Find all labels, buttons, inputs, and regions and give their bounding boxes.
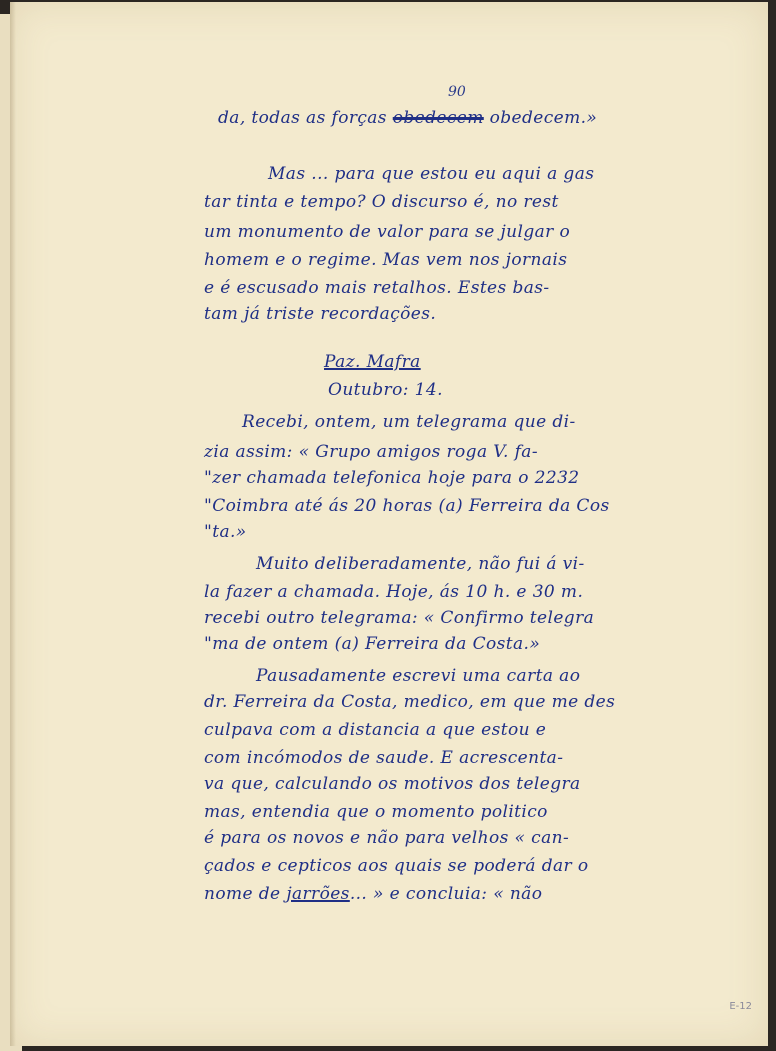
paragraph-4-line-1: Muito deliberadamente, não fui á vi- [256,554,585,574]
paragraph-2-line-6: tam já triste recordações. [204,304,437,324]
paragraph-3-line-3: "zer chamada telefonica hoje para o 2232 [204,468,580,488]
paragraph-5-line-2: dr. Ferreira da Costa, medico, em que me des [204,692,616,712]
paragraph-2-line-4: homem e o regime. Mas vem nos jornais [204,250,568,270]
paragraph-2-line-1: Mas ... para que estou eu aqui a gas [268,164,595,184]
text-segment: ... » e concluia: « não [349,884,543,904]
paragraph-2-line-3: um monumento de valor para se julgar o [204,222,571,242]
text-segment: da, todas as forças [218,108,393,128]
paragraph-4-line-2: la fazer a chamada. Hoje, ás 10 h. e 30 m. [204,582,584,602]
paragraph-5-line-3: culpava com a distancia a que estou e [204,720,547,740]
paragraph-1-line [218,108,597,128]
paragraph-4-line-4: "ma de ontem (a) Ferreira da Costa.» [204,634,541,654]
place-heading: Paz. Mafra [324,352,421,372]
text-segment: nome de [204,884,287,904]
paragraph-5-line-4: com incómodos de saude. E acrescenta- [204,748,564,768]
underlined-word: jarrões [286,884,350,904]
paragraph-5-line-6: mas, entendia que o momento politico [204,802,548,822]
paragraph-2-line-2: tar tinta e tempo? O discurso é, no rest [204,192,559,212]
archive-mark: E-12 [729,1001,752,1012]
paragraph-5-line-9 [204,884,542,904]
paragraph-3-line-4: "Coimbra até ás 20 horas (a) Ferreira da Cos [204,496,610,516]
paragraph-4-line-3: recebi outro telegrama: « Confirmo telegra [204,608,595,628]
paragraph-5-line-8: çados e cepticos aos quais se poderá dar o [204,856,589,876]
paragraph-3-line-2: zia assim: « Grupo amigos roga V. fa- [204,442,538,462]
paragraph-5-line-7: é para os novos e não para velhos « can- [204,828,570,848]
date-heading: Outubro: 14. [328,380,443,400]
paragraph-3-line-5: "ta.» [204,522,247,542]
text-segment: obedecem.» [483,108,598,128]
paragraph-5-line-5: va que, calculando os motivos dos telegra [204,774,581,794]
page-number: 90 [448,84,466,100]
struck-word: obedecem [392,108,484,128]
paragraph-3-line-1: Recebi, ontem, um telegrama que di- [242,412,576,432]
paragraph-5-line-1: Pausadamente escrevi uma carta ao [256,666,581,686]
paragraph-2-line-5: e é escusado mais retalhos. Estes bas- [204,278,550,298]
manuscript-page [10,2,768,1046]
